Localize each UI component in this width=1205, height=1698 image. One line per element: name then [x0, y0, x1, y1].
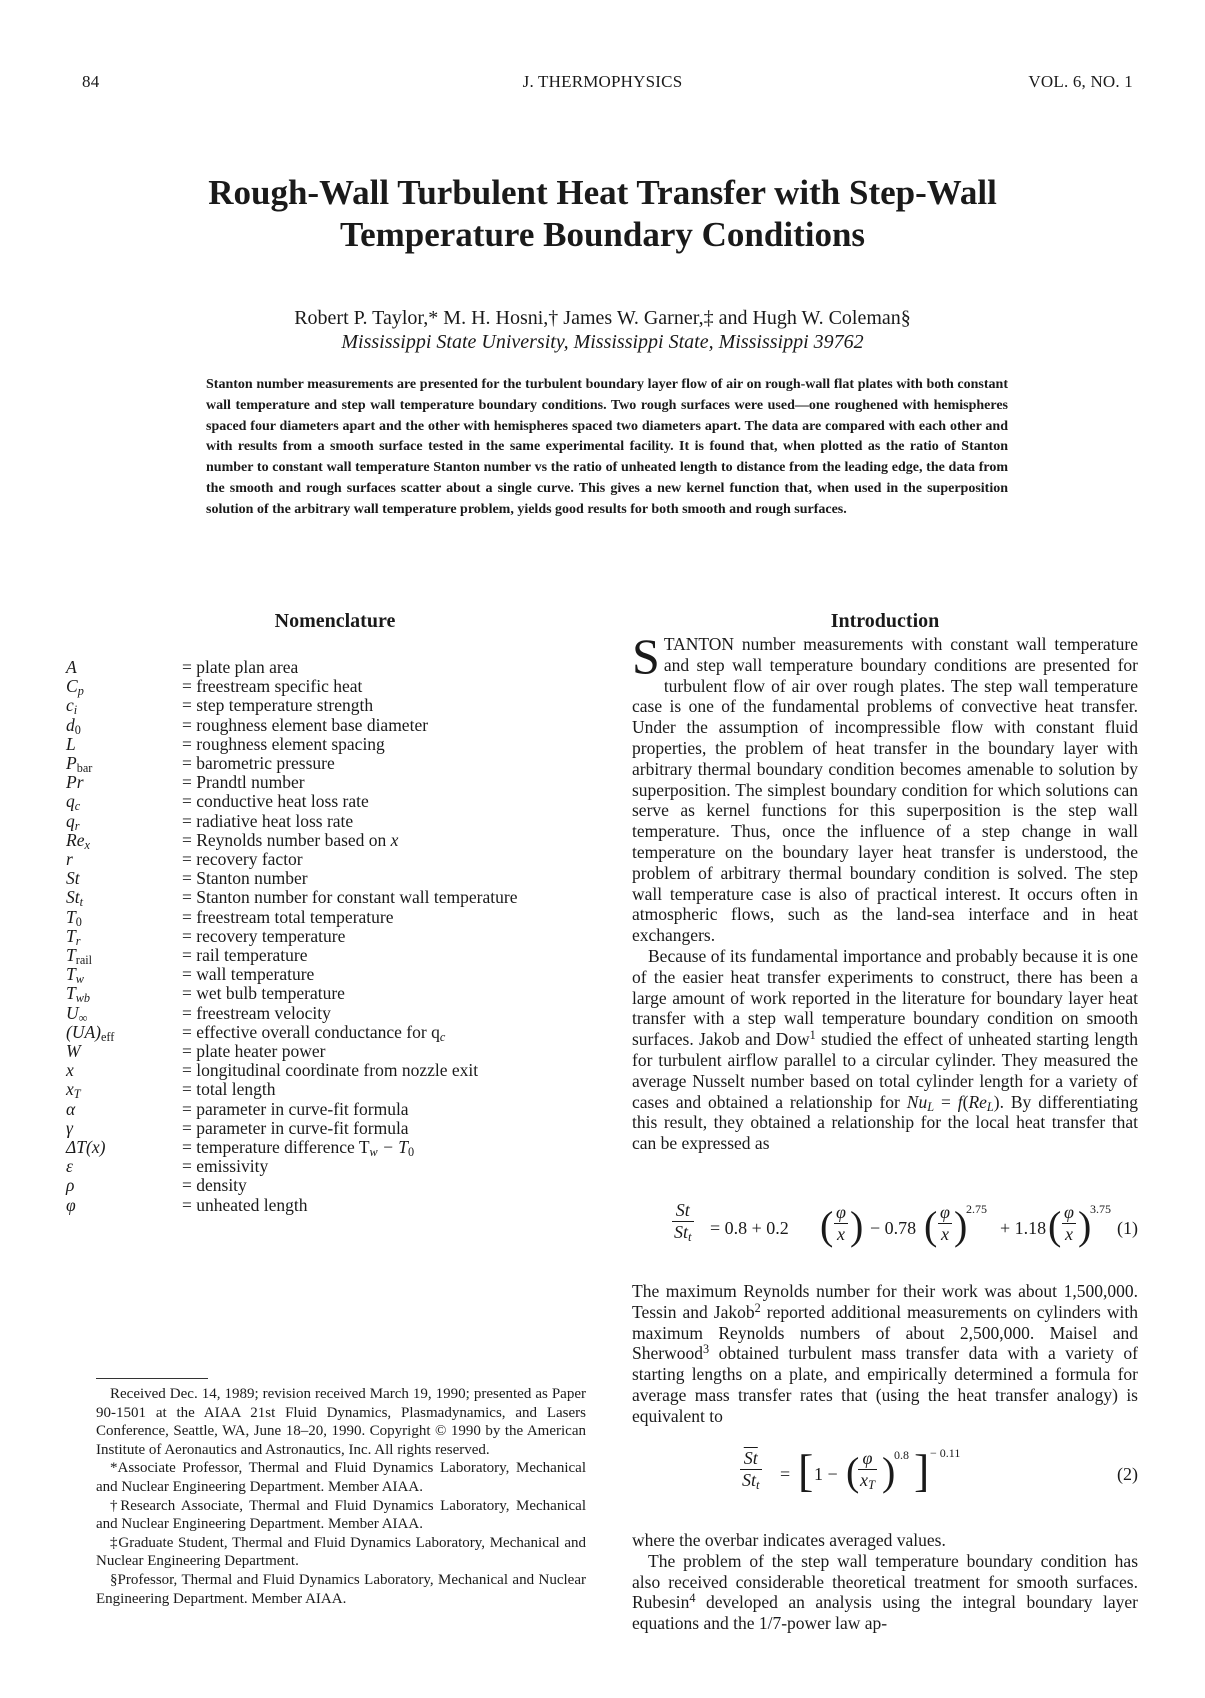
nomenclature-symbol: $q_c$ — [66, 791, 81, 814]
eq1-ratio-1: $\frac{\varphi}{x}$ — [836, 1202, 846, 1244]
nomenclature-definition: = wet bulb temperature — [182, 983, 345, 1004]
nomenclature-definition: = freestream total temperature — [182, 906, 394, 927]
nomenclature-symbol: $(UA)_{eff}$ — [66, 1021, 115, 1044]
nomenclature-definition: = Stanton number for constant wall temperature — [182, 887, 518, 908]
nomenclature-definition: = parameter in curve-fit formula — [182, 1117, 409, 1138]
nomenclature-definition: = parameter in curve-fit formula — [182, 1098, 409, 1119]
eq1-number: (1) — [1117, 1218, 1138, 1238]
nomenclature-definition: = freestream specific heat — [182, 676, 363, 697]
nomenclature-symbol: ΔT(x) — [66, 1137, 106, 1157]
nomenclature-definition: = Prandtl number — [182, 772, 305, 793]
eq2-inner-exponent: 0.8 — [894, 1448, 909, 1462]
nomenclature-definition: = recovery temperature — [182, 925, 346, 946]
journal-name: J. THERMOPHYSICS — [522, 72, 683, 91]
eq2-paren-open: ( — [846, 1449, 860, 1494]
eq1-exponent-2: 3.75 — [1090, 1202, 1111, 1216]
eq2-lhs-fraction: $\overline{St}$ $St_t$ — [742, 1448, 760, 1492]
volume-info: VOL. 6, NO. 1 — [1028, 72, 1133, 91]
eq1-paren-close-3: ) — [1078, 1203, 1092, 1248]
nomenclature-symbol: $P_{bar}$ — [66, 753, 93, 775]
nomenclature-definition: = roughness element base diameter — [182, 714, 429, 735]
eq2-paren-close: ) — [882, 1449, 896, 1494]
nomenclature-definition: = plate plan area — [182, 657, 299, 677]
eq2-number: (2) — [1117, 1464, 1138, 1484]
nomenclature-definition: = roughness element spacing — [182, 733, 385, 754]
eq1-ratio-3: $\frac{\varphi}{x}$ — [1064, 1202, 1074, 1244]
nomenclature-definition: = emissivity — [182, 1156, 269, 1177]
nomenclature-definition: = barometric pressure — [182, 753, 335, 773]
nomenclature-symbol: W — [66, 1041, 81, 1061]
title-line-2: Temperature Boundary Conditions — [339, 215, 866, 254]
title-line-1: Rough-Wall Turbulent Heat Transfer with Step-Wall — [208, 173, 997, 212]
eq2-bracket-close: ] — [914, 1445, 930, 1496]
eq1-paren-open-1: ( — [820, 1203, 834, 1248]
nomenclature-symbol: x — [66, 1060, 74, 1081]
paper-title — [0, 172, 1205, 256]
footnote-rule — [96, 1378, 208, 1379]
nomenclature-symbol: St — [66, 868, 80, 889]
eq1-term-3: + 1.18 — [1000, 1218, 1047, 1238]
footnotes — [96, 1385, 586, 1608]
eq2-ratio: $\frac{\varphi}{x_T}$ — [860, 1448, 876, 1492]
drop-cap: S — [632, 628, 660, 684]
abstract: Stanton number measurements are presented for the turbulent boundary layer flow of air on rough-wall flat plates with both constant wall temperature and step wall temperature boundary conditions. Two rough surfaces were used—one roughened with hemispheres spaced four diameters apart and the other with hemispheres spaced two diameters apart. The data are compared with each other and with results from a smooth surface tested in the same experimental facility. It is found that, when plotted as the ratio of Stanton number to constant wall temperature Stanton number vs the ratio of unheated length to distance from the leading edge, the data from the smooth and rough surfaces scatter about a single curve. This gives a new kernel function that, when used in the superposition solution of the arbitrary wall temperature problem, yields good results for both smooth and rough surfaces. — [206, 377, 1008, 517]
nomenclature-symbol: γ — [66, 1117, 73, 1138]
nomenclature-definition: = Reynolds number based on x — [182, 829, 399, 850]
intro-paragraph-4: where the overbar indicates averaged values. — [632, 1530, 946, 1550]
nomenclature-symbol: φ — [66, 1194, 76, 1215]
nomenclature-symbol: $St_t$ — [66, 887, 84, 910]
eq1-lhs-fraction: St $St_t$ — [674, 1200, 692, 1244]
footnote-4: §Professor, Thermal and Fluid Dynamics Laboratory, Mechanical and Nuclear Engineering Department. Member AIAA. — [96, 1571, 586, 1607]
nomenclature-definition: = wall temperature — [182, 964, 315, 985]
citation-2: 2 — [754, 1300, 761, 1315]
nomenclature-symbol: $T_0$ — [66, 906, 82, 929]
eq1-paren-open-3: ( — [1048, 1203, 1062, 1248]
nomenclature-symbol: $U_\infty$ — [66, 1002, 88, 1025]
intro-paragraph-2: Because of its fundamental importance and probably because it is one of the easier heat transfer experiments to construct, there has been a large amount of work reported in the literature for boundary layer heat transfer with a step wall temperature boundary condition on smooth surfaces. Jakob and Dow$^1$ studied the effect of unheated starting length for turbulent airflow parallel to a circular cylinder. They measured the average Nusselt number based on total cylinder length for a variety of cases and obtained a relationship for $Nu_L = f(Re_L)$. By differentiating this result, they obtained a relationship for the local heat transfer that can be expressed as — [632, 945, 1138, 1154]
eq1-term-2: − 0.78 — [870, 1218, 917, 1238]
nomenclature-definition: = radiative heat loss rate — [182, 810, 354, 831]
citation-4: 4 — [689, 1591, 696, 1606]
nomenclature-definition: = temperature difference $T_w - T_0$ — [182, 1137, 415, 1159]
nomenclature-list — [66, 657, 606, 1277]
nomenclature-definition: = recovery factor — [182, 849, 303, 869]
eq1-constant: = 0.8 + 0.2 — [710, 1218, 789, 1238]
nomenclature-definition: = step temperature strength — [182, 695, 374, 716]
nomenclature-symbol: $T_{rail}$ — [66, 945, 93, 967]
nomenclature-symbol: $T_{wb}$ — [66, 983, 91, 1006]
nomenclature-definition: = plate heater power — [182, 1041, 326, 1061]
nomenclature-definition: = Stanton number — [182, 868, 308, 889]
nomenclature-definition: = unheated length — [182, 1194, 308, 1215]
nomenclature-definition: = total length — [182, 1079, 276, 1100]
intro-paragraph-5: The problem of the step wall temperature boundary condition has also received considerable theoretical treatment for smooth surfaces. Rubesin$^4$ developed an analysis using the integral boundary layer equations and the 1/7-power law ap- — [632, 1550, 1138, 1634]
nomenclature-definition: = freestream velocity — [182, 1002, 331, 1023]
eq2-equals: = — [780, 1464, 791, 1484]
intro-paragraph-3: The maximum Reynolds number for their work was about 1,500,000. Tessin and Jakob$^2$ reported additional measurements on cylinders with maximum Reynolds numbers of about 2,500,000. Maisel and Sherwood$^3$ obtained turbulent mass transfer data with a variety of starting lengths on a plate, and empirically determined a formula for average mass transfer rates that (using the heat transfer analogy) is equivalent to — [632, 1281, 1138, 1426]
citation-1: 1 — [809, 1028, 816, 1043]
nomenclature-symbol: Pr — [66, 772, 84, 793]
eq1-paren-close-2: ) — [954, 1203, 968, 1248]
nomenclature-symbol: r — [66, 849, 73, 869]
citation-3: 3 — [702, 1342, 710, 1357]
eq2-one-minus: 1 − — [814, 1464, 838, 1484]
nomenclature-definition: = effective overall conductance for $q_c$ — [182, 1021, 446, 1044]
page-number: 84 — [82, 72, 100, 91]
equation-2 — [740, 1446, 1138, 1510]
nomenclature-symbol: ρ — [66, 1175, 75, 1196]
nomenclature-definition: = rail temperature — [182, 945, 308, 965]
authors: Robert P. Taylor,* M. H. Hosni,† James W. Garner,‡ and Hugh W. Coleman§ — [294, 307, 911, 329]
introduction-heading: Introduction — [830, 610, 940, 632]
intro-paragraph-4-5 — [632, 1530, 1138, 1634]
eq1-exponent-1: 2.75 — [966, 1202, 987, 1216]
equation-1 — [670, 1200, 1138, 1260]
nomenclature-symbol: α — [66, 1098, 76, 1119]
nomenclature-symbol: $q_r$ — [66, 810, 80, 833]
footnote-received: Received Dec. 14, 1989; revision received March 19, 1990; presented as Paper 90-1501 at the AIAA 21st Fluid Dynamics, Plasmadynamics, and Lasers Conference, Seattle, WA, June 18–20, 1990. Copyright © 1990 by the American Institute of Aeronautics and Astronautics, Inc. All rights reserved. — [96, 1386, 586, 1458]
nomenclature-definition: = longitudinal coordinate from nozzle exit — [182, 1060, 479, 1081]
nomenclature-symbol: $C_p$ — [66, 676, 84, 699]
nomenclature-symbol: $d_0$ — [66, 714, 81, 737]
nomenclature-symbol: $Re_x$ — [66, 829, 90, 852]
footnote-1: *Associate Professor, Thermal and Fluid Dynamics Laboratory, Mechanical and Nuclear Engineering Department. Member AIAA. — [96, 1460, 586, 1495]
eq2-bracket-open: [ — [798, 1445, 814, 1496]
footnote-3: ‡Graduate Student, Thermal and Fluid Dynamics Laboratory, Mechanical and Nuclear Engineering Department. — [96, 1534, 586, 1570]
eq1-paren-open-2: ( — [924, 1203, 938, 1248]
nomenclature-symbol: $T_r$ — [66, 925, 81, 948]
nomenclature-symbol: $T_w$ — [66, 964, 84, 987]
introduction-body — [632, 628, 1138, 1154]
eq1-ratio-2: $\frac{\varphi}{x}$ — [940, 1202, 950, 1244]
nomenclature-symbol: A — [66, 657, 77, 677]
nomenclature-definition: = conductive heat loss rate — [182, 791, 369, 812]
eq2-outer-exponent: − 0.11 — [930, 1446, 961, 1460]
eq1-paren-close-1: ) — [850, 1203, 864, 1248]
nomenclature-heading: Nomenclature — [274, 610, 396, 632]
nomenclature-symbol: L — [66, 733, 76, 754]
nomenclature-symbol: ε — [66, 1156, 73, 1177]
nomenclature-definition: = density — [182, 1175, 247, 1196]
intro-paragraph-1: TANTON number measurements with constant wall temperature and step wall temperature boundary conditions are presented for turbulent flow of air over rough plates. The step wall temperature case is one of the fundamental problems of convective heat transfer. Under the assumption of incompressible flow with constant fluid properties, the problem of heat transfer in the boundary layer with arbitrary thermal boundary condition becomes amenable to solution by superposition. The simplest boundary condition for which solutions can serve as kernel functions for this superposition is the step wall temperature. Thus, once the influence of a step change in wall temperature on the boundary layer heat transfer is understood, the problem of arbitrary thermal boundary condition is solved. The step wall temperature case is also of practical interest. It occurs often in atmospheric flows, such as the land-sea interface and in heat exchangers. — [632, 634, 1138, 946]
affiliation: Mississippi State University, Mississippi State, Mississippi 39762 — [341, 331, 864, 353]
footnote-2: †Research Associate, Thermal and Fluid Dynamics Laboratory, Mechanical and Nuclear Engineering Department. Member AIAA. — [96, 1497, 586, 1533]
nomenclature-symbol: $c_i$ — [66, 695, 78, 718]
nomenclature-symbol: $x_T$ — [66, 1079, 81, 1102]
